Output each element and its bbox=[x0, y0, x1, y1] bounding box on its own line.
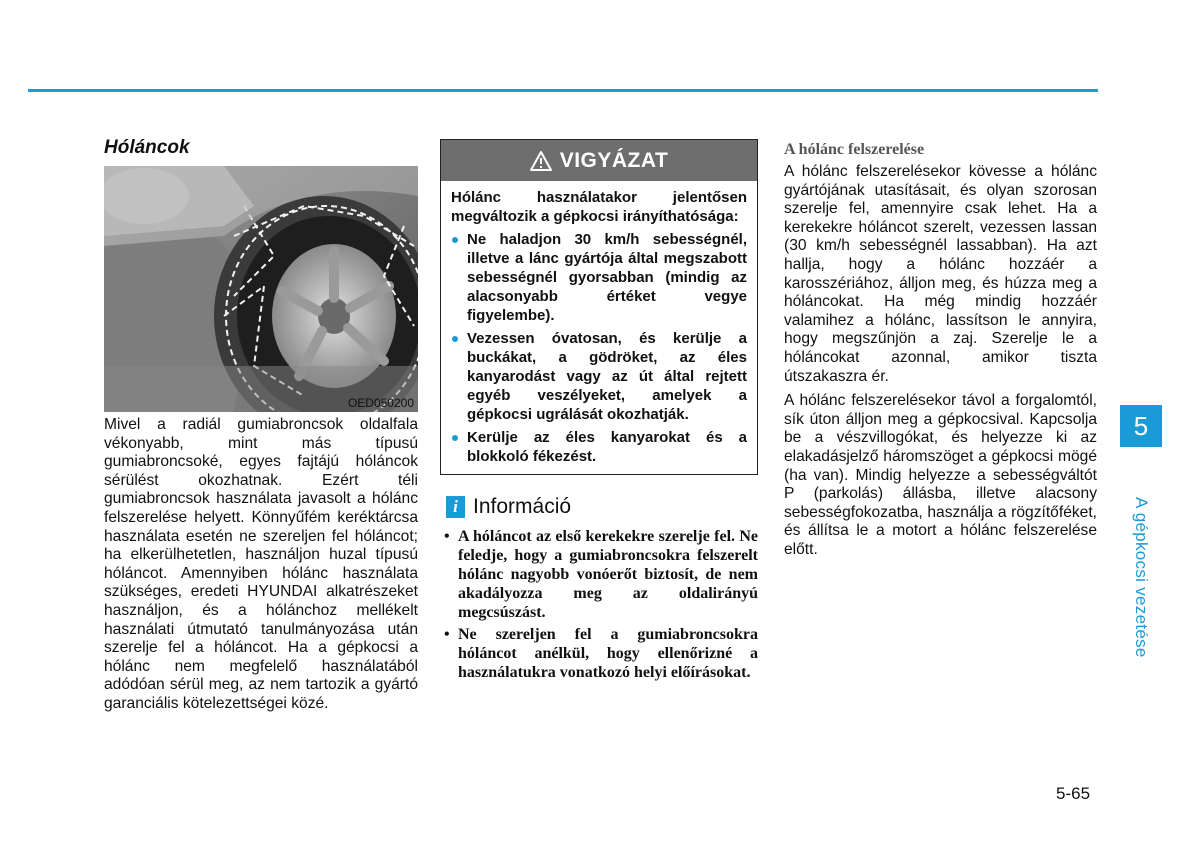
bullet-icon bbox=[452, 336, 458, 342]
page-number: 5-65 bbox=[1056, 784, 1091, 803]
warning-item: Vezessen óvatosan, és kerülje a buckákat, a gödröket, az éles kanyarodást vagy az út által rejtett egyéb veszélyeket, amelyek a gépkocsi ugrálását okozhatják. bbox=[467, 330, 747, 423]
section-title: Hóláncok bbox=[104, 137, 190, 158]
snow-chain-photo bbox=[104, 166, 418, 412]
warning-list bbox=[451, 230, 747, 466]
header-rule bbox=[28, 89, 1098, 92]
warning-body bbox=[441, 181, 757, 474]
section-body: Mivel a radiál gumiabroncsok oldalfala vékonyabb, mint más típusú gumiabroncsoké, egyes fajtájú hóláncok sérülést okozhatnak. Ezért téli gumiabroncsok használata javasolt a hólánc felszerelése helyett. Könnyűfém keréktárcsa használata esetén ne szereljen fel hóláncot; ha elkerülhetetlen, használjon huzal típusú hóláncot. Amennyiben hólánc használata szükséges, eredeti HYUNDAI alkatrészeket használjon, és a hólánchoz mellékelt használati útmutató tanulmányozása után szerelje fel a hóláncot. Ha a gépkocsi a hólánc nem megfelelő használatából adódóan sérül meg, az nem tartozik a gyártó garanciális kötelezettségei közé. bbox=[104, 416, 418, 712]
info-item: Ne szereljen fel a gumiabroncsokra hóláncot anélkül, hogy ellenőrizné a használatukra vonatkozó helyi előírásokat. bbox=[458, 626, 758, 681]
warning-box bbox=[440, 139, 758, 475]
warning-header bbox=[441, 140, 757, 181]
bullet-icon bbox=[452, 237, 458, 243]
warning-item: Ne haladjon 30 km/h sebességnél, illetve a lánc gyártója által megszabott sebességnél gyorsabban (mindig az alacsonyabb értéket vegye figyelembe). bbox=[467, 231, 747, 324]
warning-intro: Hólánc használatakor jelentősen megváltozik a gépkocsi irányíthatósága: bbox=[451, 189, 747, 225]
bullet-icon: • bbox=[444, 626, 450, 643]
chapter-label: A gépkocsi vezetése bbox=[1132, 497, 1151, 658]
list-item bbox=[444, 625, 758, 682]
list-item bbox=[451, 428, 747, 466]
bullet-icon bbox=[452, 435, 458, 441]
info-list bbox=[440, 527, 758, 682]
info-icon: i bbox=[446, 496, 465, 518]
column-middle bbox=[440, 139, 758, 685]
warning-triangle-icon bbox=[530, 151, 552, 171]
info-header bbox=[440, 495, 758, 519]
list-item bbox=[444, 527, 758, 622]
wheel-illustration bbox=[104, 166, 418, 412]
warning-title: VIGYÁZAT bbox=[559, 148, 669, 172]
install-paragraph: A hólánc felszerelésekor kövesse a hólánc gyártójának utasításait, és olyan szorosan szerelje fel, amennyire csak lehet. Ha a kerekekre hóláncot szerelt, vezessen lassan (30 km/h sebességnél lassabban). Ha azt hallja, hogy a hólánc hozzáér a karosszériához, álljon meg, és húzza meg a hóláncokat. Ha még mindig hozzáér valamihez a hólánc, lassítson le annyira, hogy megszűnjön a zaj. Szerelje le a hóláncokat azonnal, amikor tiszta útszakaszra ér. bbox=[784, 163, 1097, 385]
warning-item: Kerülje az éles kanyarokat és a blokkoló fékezést. bbox=[467, 429, 747, 465]
image-code: OED050200 bbox=[347, 396, 414, 410]
list-item bbox=[451, 329, 747, 424]
chapter-number-tab: 5 bbox=[1120, 405, 1162, 447]
column-left bbox=[104, 136, 418, 714]
bullet-icon: • bbox=[444, 528, 450, 545]
column-right bbox=[784, 141, 1097, 565]
list-item bbox=[451, 230, 747, 325]
install-paragraph: A hólánc felszerelésekor távol a forgalomtól, sík úton álljon meg a gépkocsival. Kapcsolja be a vészvillogókat, és helyezze ki az elakadásjelző háromszöget a gépkocsi mögé (ha van). Mindig helyezze a sebességváltót P (parkolás) állásba, illetve alacsony sebességfokozatba, használja a rögzítőféket, és állítsa le a motort a hólánc felszerelése előtt. bbox=[784, 392, 1097, 558]
install-title: A hólánc felszerelése bbox=[784, 141, 925, 158]
info-item: A hóláncot az első kerekekre szerelje fel. Ne feledje, hogy a gumiabroncsokra felszerelt hólánc nagyobb vonóerőt biztosít, de nem akadályozza meg az oldalirányú megcsúszást. bbox=[458, 528, 758, 621]
info-title: Információ bbox=[473, 495, 572, 518]
